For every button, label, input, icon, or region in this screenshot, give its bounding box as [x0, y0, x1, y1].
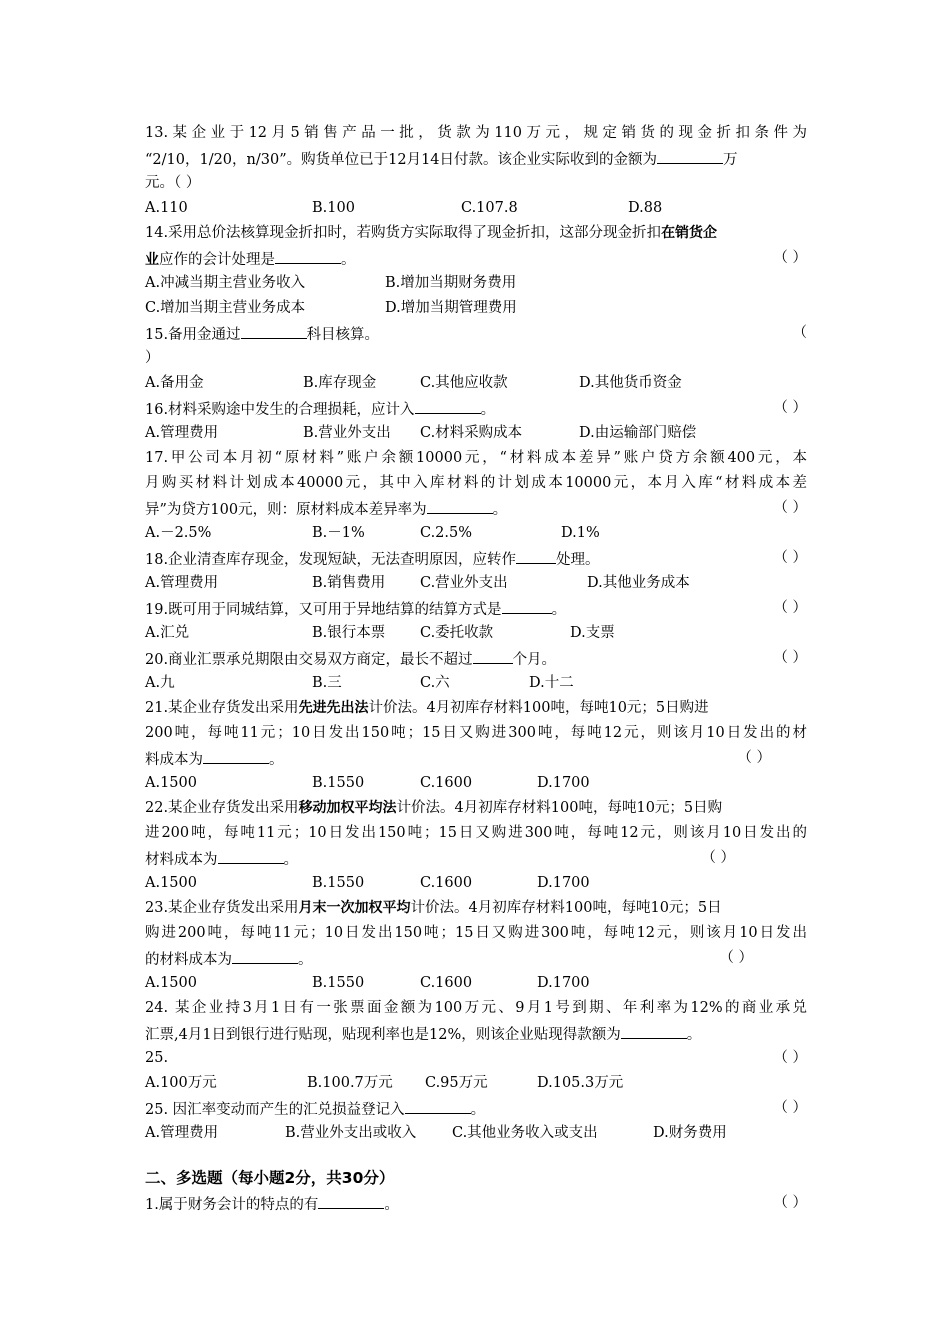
option-d[interactable]: D.1%	[561, 525, 600, 541]
q19-line-1	[145, 596, 807, 621]
answer-blank[interactable]	[473, 646, 513, 664]
option-c[interactable]: C.95万元	[425, 1075, 488, 1091]
option-a[interactable]: A.100万元	[145, 1075, 217, 1091]
q16-line-1	[145, 396, 807, 421]
option-b[interactable]: B.增加当期财务费用	[385, 275, 517, 291]
q25-line-1-text: 25. 因汇率变动而产生的汇兑损益登记入	[145, 1102, 405, 1118]
option-d[interactable]: D.1700	[537, 775, 590, 791]
answer-parentheses[interactable]: （ ）	[773, 500, 807, 516]
q24-line-3	[145, 1046, 807, 1071]
answer-parentheses[interactable]: （ ）	[773, 1050, 807, 1066]
q23-line-1	[145, 896, 807, 921]
option-b[interactable]: B.银行本票	[312, 625, 386, 641]
q23-line-1-rest: 计价法。4月初库存材料100吨，每吨10元；5日	[410, 900, 722, 916]
option-b[interactable]: B.1550	[312, 775, 365, 791]
q16-line-1-end: 。	[480, 402, 496, 418]
answer-parentheses[interactable]: （ ）	[773, 400, 807, 416]
option-a[interactable]: A.九	[145, 675, 175, 691]
option-a[interactable]: A.汇兑	[145, 625, 190, 641]
answer-blank[interactable]	[516, 546, 556, 564]
q15-options	[145, 371, 807, 396]
q22-line-1-text: 22.某企业存货发出采用	[145, 800, 299, 816]
option-a[interactable]: A.管理费用	[145, 425, 219, 441]
option-c[interactable]: C.材料采购成本	[420, 425, 523, 441]
q17-line-3	[145, 496, 807, 521]
option-d[interactable]: D.由运输部门赔偿	[579, 425, 697, 441]
answer-blank[interactable]	[502, 596, 552, 614]
option-d[interactable]: D.1700	[537, 975, 590, 991]
q21-line-3	[145, 746, 807, 771]
q23-method-bold: 月末一次加权平均	[298, 900, 411, 916]
q13-line-3: 元。（ ）	[145, 175, 201, 191]
q14-line-2	[145, 246, 807, 271]
option-b[interactable]: B.－1%	[312, 525, 365, 541]
option-b[interactable]: B.1550	[312, 975, 365, 991]
answer-blank[interactable]	[657, 146, 723, 164]
q18-line-1-end: 处理。	[556, 552, 600, 568]
answer-parentheses[interactable]: （ ）	[773, 650, 807, 666]
option-b[interactable]: B.库存现金	[303, 375, 377, 391]
q20-line-1-end: 个月。	[512, 652, 557, 668]
answer-parentheses[interactable]: （ ）	[773, 1195, 807, 1211]
option-b[interactable]: B.营业外支出	[303, 425, 391, 441]
q18-line-1-text: 18.企业清查库存现金，发现短缺，无法查明原因，应转作	[145, 552, 517, 568]
q13-line-1: 13.某企业于12月5销售产品一批，货款为110万元，规定销货的现金折扣条件为	[145, 125, 807, 141]
q19-options	[145, 621, 807, 646]
section-2-q1-end: 。	[384, 1197, 399, 1213]
q21-line-2: 200吨，每吨11元；10日发出150吨；15日又购进300吨，每吨12元，则该月10日发出的材	[145, 725, 807, 741]
q20-line-1	[145, 646, 807, 671]
option-c[interactable]: C.1600	[420, 975, 473, 991]
q24-line-2	[145, 1021, 807, 1046]
q20-line-1-text: 20.商业汇票承兑期限由交易双方商定，最长不超过	[145, 652, 473, 668]
q22-method-bold: 移动加权平均法	[298, 800, 397, 816]
option-d[interactable]: D.增加当期管理费用	[385, 300, 517, 316]
option-c[interactable]: C.增加当期主营业务成本	[145, 300, 306, 316]
option-c[interactable]: C.1600	[420, 875, 473, 891]
q22-line-3	[145, 846, 807, 871]
q24-line-3-text: 25.	[145, 1050, 169, 1066]
exam-page	[145, 121, 807, 1216]
answer-blank[interactable]	[621, 1021, 687, 1039]
option-a[interactable]: A.冲减当期主营业务收入	[145, 275, 306, 291]
option-d[interactable]: D.十二	[529, 675, 574, 691]
q22-options	[145, 871, 807, 896]
option-b[interactable]: B.100	[312, 200, 355, 216]
option-c[interactable]: C.委托收款	[420, 625, 494, 641]
q24-line-2-end: 。	[686, 1027, 702, 1043]
option-c[interactable]: C.六	[420, 675, 450, 691]
q13-line-2	[145, 146, 807, 171]
q14-line-1	[145, 221, 807, 246]
answer-blank[interactable]	[405, 1096, 471, 1114]
q21-line-1-rest: 计价法。4月初库存材料100吨，每吨10元；5日购进	[368, 700, 709, 716]
option-b[interactable]: B.三	[312, 675, 342, 691]
q18-line-1	[145, 546, 807, 571]
option-a[interactable]: A.－2.5%	[145, 525, 212, 541]
q23-line-3-text: 的材料成本为	[145, 952, 232, 968]
q25-line-1	[145, 1096, 807, 1121]
q21-method-bold: 先进先出法	[298, 700, 369, 716]
option-c[interactable]: C.其他业务收入或支出	[452, 1125, 598, 1141]
q23-line-3	[145, 946, 807, 971]
option-b[interactable]: B.100.7万元	[307, 1075, 393, 1091]
q17-line-3-end: 。	[492, 502, 508, 518]
option-d[interactable]: D.1700	[537, 875, 590, 891]
answer-blank[interactable]	[415, 396, 481, 414]
answer-parentheses[interactable]: （ ）	[773, 600, 807, 616]
option-d[interactable]: D.其他业务成本	[587, 575, 690, 591]
answer-blank[interactable]	[241, 321, 307, 339]
q15-line-1-end: 科目核算。	[306, 327, 380, 343]
q24-line-1: 24. 某企业持3月1日有一张票面金额为100万元、9月1号到期、年利率为12%的商业承兑	[145, 1000, 807, 1016]
q14-line-2-end: 。	[341, 252, 356, 268]
answer-parentheses-close: ）	[145, 350, 160, 366]
section-2-q1	[145, 1191, 807, 1216]
q24-line-2-text: 汇票,4月1日到银行进行贴现，贴现利率也是12%，则该企业贴现得款额为	[145, 1027, 621, 1043]
option-a[interactable]: A.备用金	[145, 375, 204, 391]
answer-parentheses-open[interactable]: （	[792, 325, 807, 341]
answer-blank[interactable]	[427, 496, 493, 514]
option-c[interactable]: C.2.5%	[420, 525, 473, 541]
q15-line-1-text: 15.备用金通过	[145, 327, 241, 343]
answer-blank[interactable]	[232, 946, 298, 964]
q18-options	[145, 571, 807, 596]
q22-line-2: 进200吨，每吨11元；10日发出150吨；15日又购进300吨，每吨12元，则该月10日发出的	[145, 825, 807, 841]
q16-options	[145, 421, 807, 446]
q19-line-1-text: 19.既可用于同城结算，又可用于异地结算的结算方式是	[145, 602, 502, 618]
q23-options	[145, 971, 807, 996]
q23-line-1-text: 23.某企业存货发出采用	[145, 900, 299, 916]
option-a[interactable]: A.1500	[145, 875, 197, 891]
option-c[interactable]: C.1600	[420, 775, 473, 791]
option-d[interactable]: D.88	[628, 200, 663, 216]
answer-parentheses[interactable]: （ ）	[773, 550, 807, 566]
q14-line-1-text: 14.采用总价法核算现金折扣时，若购货方实际取得了现金折扣，这部分现金折扣	[145, 225, 662, 241]
answer-parentheses[interactable]: （ ）	[773, 250, 807, 266]
option-a[interactable]: A.1500	[145, 775, 197, 791]
q22-line-3-end: 。	[283, 852, 298, 868]
q14-options-ab	[145, 271, 807, 296]
option-c[interactable]: C.营业外支出	[420, 575, 508, 591]
q19-line-1-end: 。	[551, 602, 567, 618]
answer-parentheses[interactable]: （ ）	[773, 1100, 807, 1116]
section-2-title: 二、多选题（每小题2分，共30分）	[145, 1169, 395, 1187]
option-d[interactable]: D.财务费用	[653, 1125, 727, 1141]
q17-line-2: 月购买材料计划成本40000元，其中入库材料的计划成本10000元，本月入库“材料成本差	[145, 475, 807, 491]
q16-line-1-text: 16.材料采购途中发生的合理损耗，应计入	[145, 402, 415, 418]
q14-line-2-bold: 业	[145, 252, 159, 268]
q23-line-2: 购进200吨，每吨11元；10日发出150吨；15日又购进300吨，每吨12元，则该月10日发出	[145, 925, 807, 941]
option-b[interactable]: B.1550	[312, 875, 365, 891]
option-b[interactable]: B.营业外支出或收入	[285, 1125, 417, 1141]
q24-options	[145, 1071, 807, 1096]
q25-options	[145, 1121, 807, 1146]
option-c[interactable]: C.107.8	[461, 200, 518, 216]
option-d[interactable]: D.105.3万元	[537, 1075, 624, 1091]
answer-blank[interactable]	[203, 746, 269, 764]
answer-parentheses[interactable]: （ ）	[719, 950, 753, 966]
q15-line-1	[145, 321, 807, 346]
option-a[interactable]: A.110	[145, 200, 188, 216]
q22-line-1	[145, 796, 807, 821]
q21-line-1	[145, 696, 807, 721]
q21-line-1-text: 21.某企业存货发出采用	[145, 700, 299, 716]
q22-line-1-rest: 计价法。4月初库存材料100吨，每吨10元；5日购	[396, 800, 723, 816]
option-b[interactable]: B.销售费用	[312, 575, 386, 591]
q17-options	[145, 521, 807, 546]
q17-line-3-text: 异”为贷方100元，则：原材料成本差异率为	[145, 502, 427, 518]
section-2-q1-text: 1.属于财务会计的特点的有	[145, 1197, 319, 1213]
option-a[interactable]: A.管理费用	[145, 1125, 219, 1141]
q15-line-2	[145, 346, 807, 371]
q20-options	[145, 671, 807, 696]
answer-blank[interactable]	[318, 1191, 384, 1209]
q23-line-3-end: 。	[298, 952, 313, 968]
q14-line-1-bold: 在销货企	[661, 225, 718, 241]
q13-line-2-unit: 万	[723, 152, 738, 168]
answer-blank[interactable]	[218, 846, 284, 864]
q13-options	[145, 196, 807, 221]
answer-blank[interactable]	[275, 246, 341, 264]
option-d[interactable]: D.支票	[570, 625, 615, 641]
answer-parentheses[interactable]: （ ）	[701, 850, 735, 866]
q13-line-2-text: “2/10，1/20，n/30”。购货单位已于12月14日付款。该企业实际收到的金额为	[145, 152, 658, 168]
q21-options	[145, 771, 807, 796]
q14-options-cd	[145, 296, 807, 321]
answer-parentheses[interactable]: （ ）	[737, 750, 771, 766]
q22-line-3-text: 材料成本为	[145, 852, 218, 868]
q14-line-2-text: 应作的会计处理是	[159, 252, 275, 268]
option-a[interactable]: A.1500	[145, 975, 197, 991]
option-d[interactable]: D.其他货币资金	[579, 375, 682, 391]
q21-line-3-end: 。	[269, 752, 284, 768]
q17-line-1: 17.甲公司本月初“原材料”账户余额10000元，“材料成本差异”账户贷方余额400元，本	[145, 450, 807, 466]
q21-line-3-text: 料成本为	[145, 752, 203, 768]
q25-line-1-end: 。	[470, 1102, 486, 1118]
option-c[interactable]: C.其他应收款	[420, 375, 508, 391]
option-a[interactable]: A.管理费用	[145, 575, 219, 591]
